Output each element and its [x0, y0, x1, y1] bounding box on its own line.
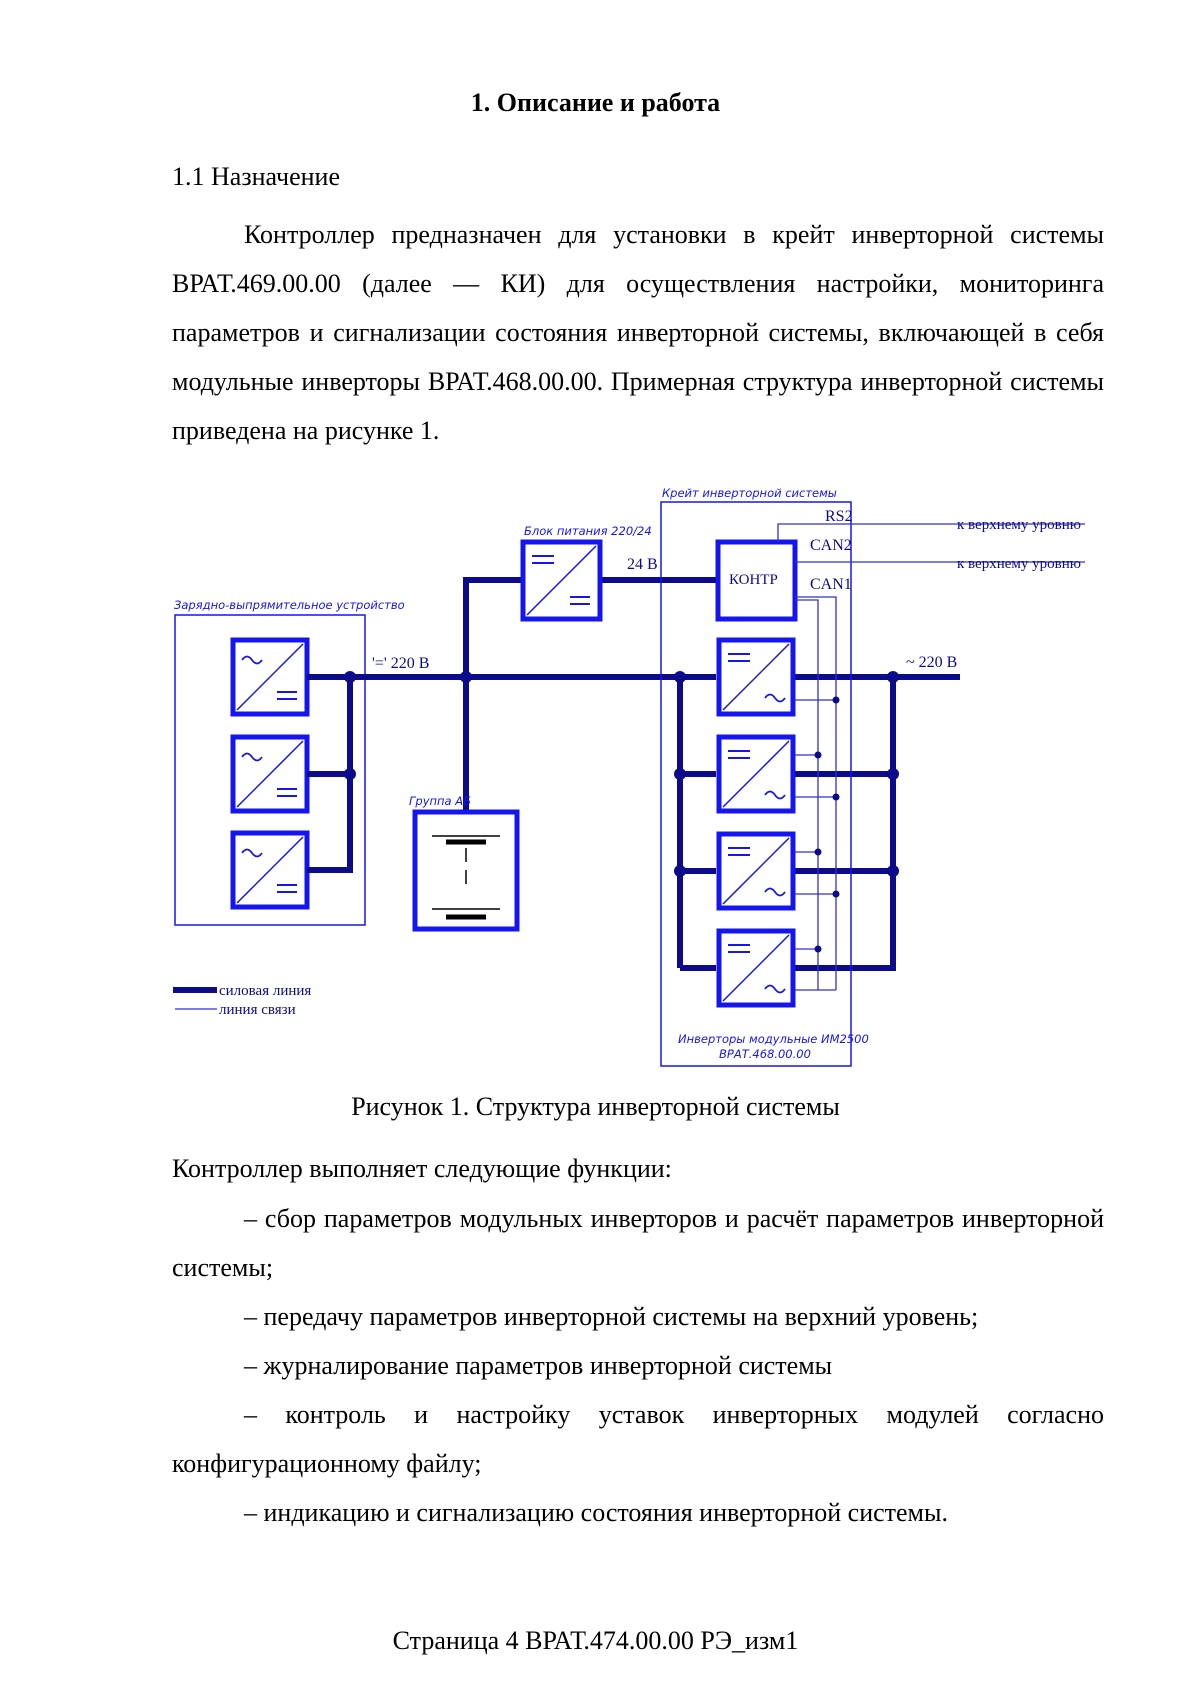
psu-block — [523, 542, 600, 619]
purpose-paragraph: Контроллер предназначен для установки в крейт инверторной системы ВРАТ.469.00.00 (далее — КИ) для осуществления настройки, мониторинга параметров и сигнализации состояния инверторной системы, включающей в себя модульные инверторы ВРАТ.468.00.00. Примерная структура инверторной системы приведена на рисунке 1. — [172, 220, 1104, 445]
rectifier-module-3 — [233, 833, 307, 907]
battery-group — [415, 812, 517, 929]
can1-label: CAN1 — [810, 576, 852, 593]
crate-label: Крейт инверторной системы — [662, 486, 837, 500]
ac-output-label: ~ 220 В — [906, 654, 958, 671]
upper-level-label-2: к верхнему уровню — [957, 556, 1081, 572]
inverters-label-line-1: Инверторы модульные ИМ2500 — [678, 1032, 869, 1046]
functions-list — [172, 1194, 1104, 1537]
dc-bus-label: '=' 220 В — [372, 655, 430, 672]
figure-caption: Рисунок 1. Структура инверторной системы — [351, 1092, 840, 1121]
controller-label: КОНТР — [729, 572, 778, 588]
rs2-label: RS2 — [825, 508, 853, 525]
inverter-system-diagram — [160, 480, 1120, 1075]
upper-level-label-1: к верхнему уровню — [957, 517, 1081, 533]
section-heading: 1. Описание и работа — [470, 88, 721, 117]
rectifier-module-1 — [233, 640, 307, 714]
inverters-label-line-2: ВРАТ.468.00.00 — [719, 1047, 811, 1061]
legend-comm-line: линия связи — [219, 1002, 296, 1018]
battery-label: Группа АБ — [409, 794, 472, 808]
function-item: – контроль и настройку уставок инверторных модулей согласно конфигурационному файлу; — [172, 1400, 1104, 1478]
communication-lines — [778, 524, 1085, 990]
subsection-heading: 1.1 Назначение — [172, 162, 340, 191]
function-item: – журналирование параметров инверторной системы — [244, 1351, 833, 1380]
function-item: – индикацию и сигнализацию состояния инверторной системы. — [244, 1498, 948, 1527]
can2-label: CAN2 — [810, 537, 852, 554]
inverter-module-1 — [719, 640, 793, 714]
functions-intro: Контроллер выполняет следующие функции: — [172, 1154, 672, 1183]
function-item: – сбор параметров модульных инверторов и расчёт параметров инверторной системы; — [172, 1204, 1104, 1282]
power-lines — [307, 580, 960, 971]
function-item: – передачу параметров инверторной системы на верхний уровень; — [244, 1302, 979, 1331]
legend-power-line: силовая линия — [219, 983, 312, 999]
psu-output-label: 24 В — [627, 556, 658, 573]
rectifier-module-2 — [233, 737, 307, 811]
inverter-module-3 — [719, 834, 793, 908]
inverter-module-4 — [719, 931, 793, 1005]
page-footer: Страница 4 ВРАТ.474.00.00 РЭ_изм1 — [392, 1626, 799, 1655]
psu-label: Блок питания 220/24 — [524, 524, 652, 538]
rectifier-label: Зарядно-выпрямительное устройство — [174, 598, 405, 612]
diagram-legend — [173, 983, 311, 1018]
inverter-module-2 — [719, 737, 793, 811]
